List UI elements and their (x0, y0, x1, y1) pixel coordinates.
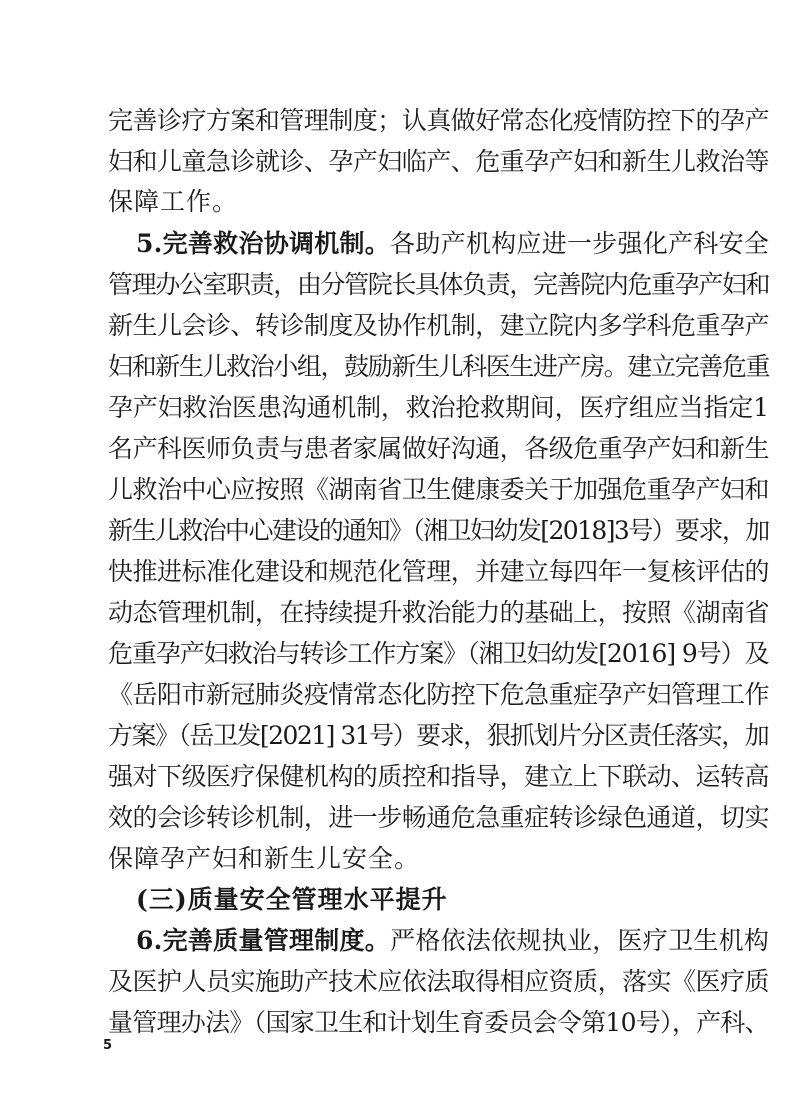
text-line: 快推进标准化建设和规范化管理，并建立每四年一复核评估的 (108, 557, 769, 586)
text-line: 《岳阳市新冠肺炎疫情常态化防控下危急重症孕产妇管理工作 (108, 680, 769, 709)
text-line: 方案》（岳卫发[2021] 31号）要求，狠抓划片分区责任落实，加 (108, 721, 769, 750)
text-line: 量管理办法》（国家卫生和计划生育委员会令第10号），产科、 (108, 1008, 769, 1037)
text-line: 妇和儿童急诊就诊、孕产妇临产、危重孕产妇和新生儿救治等 (108, 147, 769, 176)
text-line: 名产科医师负责与患者家属做好沟通，各级危重孕产妇和新生 (108, 434, 769, 463)
text-line: 效的会诊转诊机制，进一步畅通危急重症转诊绿色通道，切实 (108, 803, 769, 832)
text-line: 强对下级医疗保健机构的质控和指导，建立上下联动、运转高 (108, 762, 769, 791)
item-6-first-line (136, 924, 769, 958)
page-number: 5 (103, 1038, 113, 1053)
text-line: 新生儿会诊、转诊制度及协作机制，建立院内多学科危重孕产 (108, 311, 769, 340)
text-line: 孕产妇救治医患沟通机制，救治抢救期间，医疗组应当指定1 (108, 393, 769, 422)
text-line: 妇和新生儿救治小组，鼓励新生儿科医生进产房。建立完善危重 (108, 352, 770, 381)
item-6-text: 严格依法依规执业，医疗卫生机构 (390, 926, 770, 955)
text-line: 保障工作。 (108, 187, 239, 216)
text-line: 新生儿救治中心建设的通知》（湘卫妇幼发[2018]3号）要求，加 (108, 516, 769, 545)
item-6-heading: 6.完善质量管理制度。 (136, 926, 391, 955)
section-heading: (三)质量安全管理水平提升 (136, 885, 448, 914)
text-line: 完善诊疗方案和管理制度；认真做好常态化疫情防控下的孕产 (108, 106, 769, 135)
text-line: 动态管理机制，在持续提升救治能力的基础上，按照《湖南省 (108, 598, 769, 627)
text-line: 管理办公室职责，由分管院长具体负责，完善院内危重孕产妇和 (108, 270, 770, 299)
item-5-text: 各助产机构应进一步强化产科安全 (390, 229, 770, 258)
item-5-first-line (136, 227, 769, 261)
text-line: 及医护人员实施助产技术应依法取得相应资质，落实《医疗质 (108, 967, 769, 996)
text-line: 儿救治中心应按照《湖南省卫生健康委关于加强危重孕产妇和 (108, 475, 769, 504)
item-5-heading: 5.完善救治协调机制。 (136, 229, 391, 258)
text-line: 保障孕产妇和新生儿安全。 (108, 844, 421, 873)
text-line: 危重孕产妇救治与转诊工作方案》（湘卫妇幼发[2016] 9号）及 (108, 639, 769, 668)
